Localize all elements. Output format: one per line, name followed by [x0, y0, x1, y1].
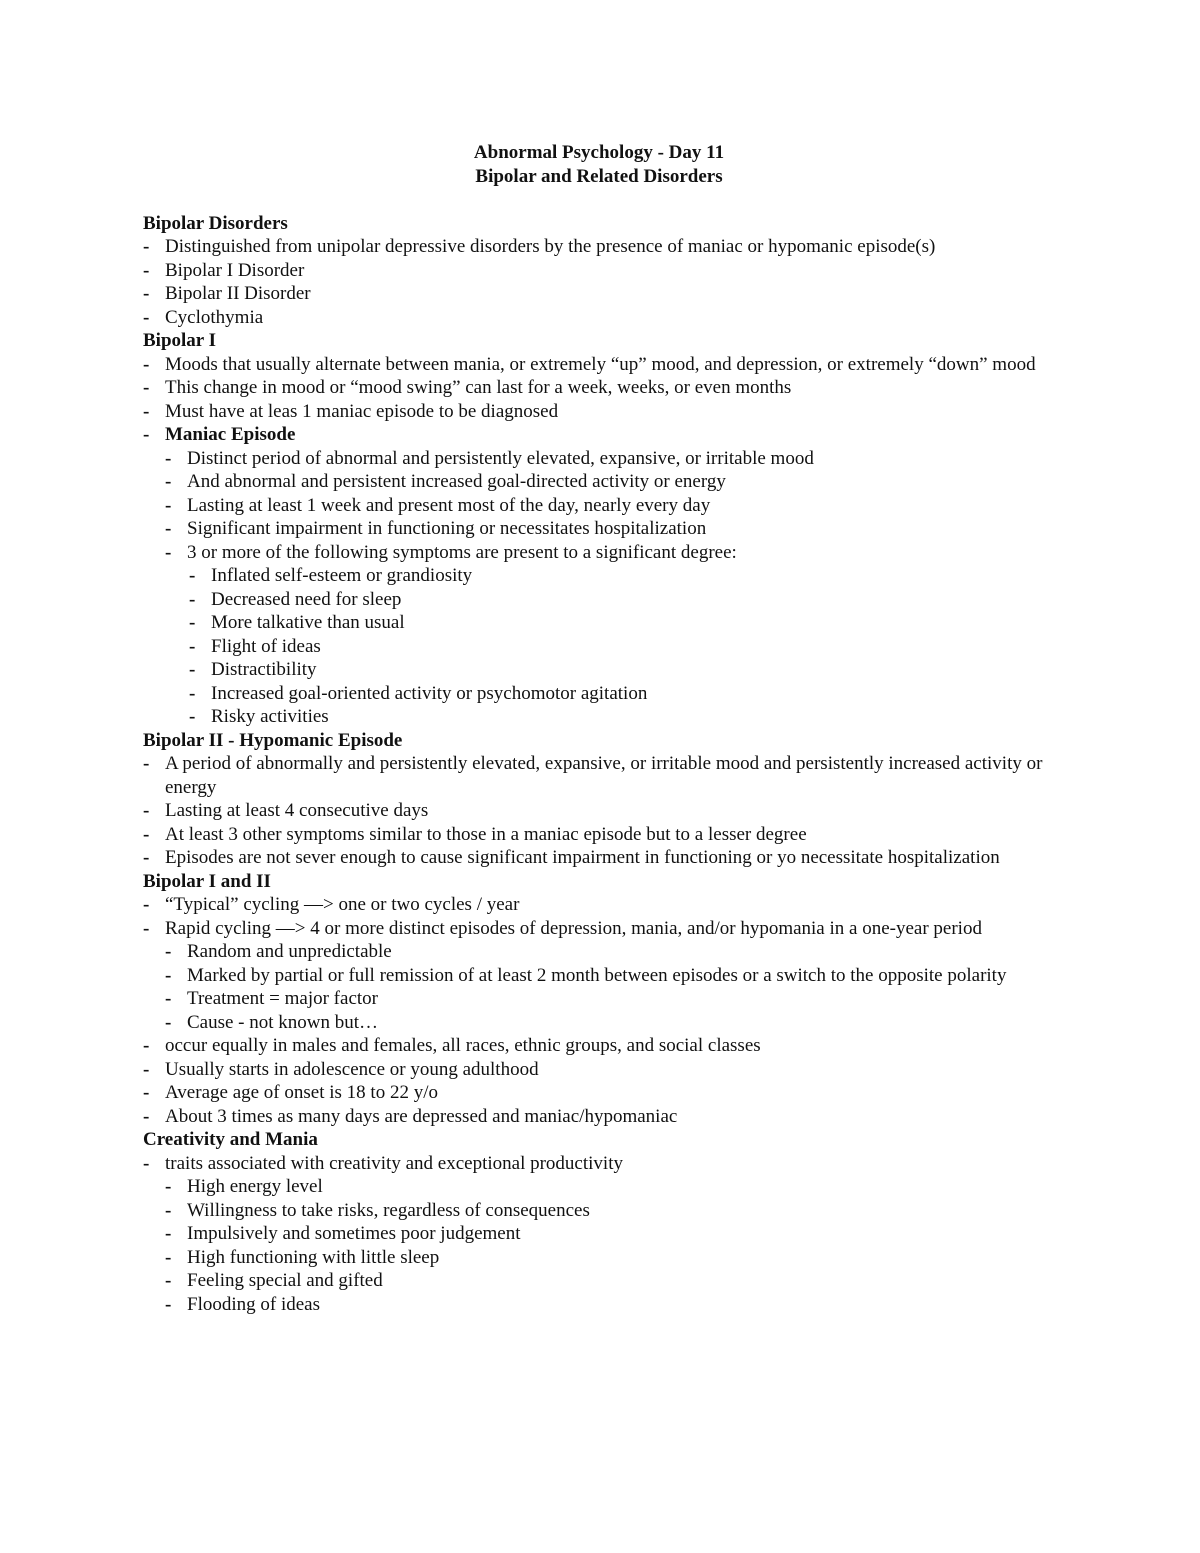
list-item: - Average age of onset is 18 to 22 y/o [143, 1081, 1063, 1105]
list-item: - High energy level [165, 1175, 1063, 1199]
list-item: - About 3 times as many days are depressed and maniac/hypomaniac [143, 1105, 1063, 1129]
list-item: - A period of abnormally and persistently elevated, expansive, or irritable mood and persistently increased activity or energy [143, 752, 1063, 799]
traits-list [143, 1175, 1063, 1316]
list-item: - More talkative than usual [189, 611, 1063, 635]
list-item: - This change in mood or “mood swing” can last for a week, weeks, or even months [143, 376, 1063, 400]
bipolar-ii-list [143, 752, 1063, 870]
list-item: - Lasting at least 4 consecutive days [143, 799, 1063, 823]
list-item: - Usually starts in adolescence or young adulthood [143, 1058, 1063, 1082]
list-item: - 3 or more of the following symptoms are present to a significant degree: [165, 541, 1063, 565]
list-item: - Significant impairment in functioning or necessitates hospitalization [165, 517, 1063, 541]
document-title [0, 141, 1200, 188]
list-item: - Cause - not known but… [165, 1011, 1063, 1035]
cycling-list [143, 893, 1063, 940]
list-item: - Lasting at least 1 week and present most of the day, nearly every day [165, 494, 1063, 518]
creativity-list [143, 1152, 1063, 1176]
list-item: - Random and unpredictable [165, 940, 1063, 964]
section-heading-bipolar-ii: Bipolar II - Hypomanic Episode [143, 729, 403, 751]
list-item: - Inflated self-esteem or grandiosity [189, 564, 1063, 588]
demographics-list [143, 1034, 1063, 1128]
list-item: - Increased goal-oriented activity or psychomotor agitation [189, 682, 1063, 706]
list-item: - And abnormal and persistent increased goal-directed activity or energy [165, 470, 1063, 494]
list-item: - At least 3 other symptoms similar to those in a maniac episode but to a lesser degree [143, 823, 1063, 847]
list-item: - Treatment = major factor [165, 987, 1063, 1011]
document-page [143, 141, 1063, 1316]
list-item: - Decreased need for sleep [189, 588, 1063, 612]
title-line-1: Abnormal Psychology - Day 11 [473, 142, 725, 163]
list-item: - Willingness to take risks, regardless of consequences [165, 1199, 1063, 1223]
title-line-2: Bipolar and Related Disorders [475, 165, 723, 187]
list-item: - Must have at leas 1 maniac episode to be diagnosed [143, 400, 1063, 424]
list-item: - Distinguished from unipolar depressive disorders by the presence of maniac or hypomanic episode(s) [143, 235, 1063, 259]
section-heading-bipolar-i: Bipolar I [143, 330, 217, 351]
list-item: - Flight of ideas [189, 635, 1063, 659]
list-item: - Distinct period of abnormal and persistently elevated, expansive, or irritable mood [165, 447, 1063, 471]
list-item: - Moods that usually alternate between mania, or extremely “up” mood, and depression, or extremely “down” mood [143, 353, 1063, 377]
list-item: - occur equally in males and females, all races, ethnic groups, and social classes [143, 1034, 1063, 1058]
list-item: - traits associated with creativity and exceptional productivity [143, 1152, 1063, 1176]
bipolar-i-list [143, 353, 1063, 447]
list-item: - Distractibility [189, 658, 1063, 682]
list-item: - Impulsively and sometimes poor judgement [165, 1222, 1063, 1246]
maniac-episode-list [143, 447, 1063, 565]
list-item: - Bipolar II Disorder [143, 282, 1063, 306]
rapid-cycling-list [143, 940, 1063, 1034]
section-heading-bipolar-disorders: Bipolar Disorders [143, 212, 288, 234]
list-item: - Flooding of ideas [165, 1293, 1063, 1317]
list-item: - Cyclothymia [143, 306, 1063, 330]
section-heading-bipolar-i-and-ii: Bipolar I and II [143, 870, 271, 892]
list-item: - Bipolar I Disorder [143, 259, 1063, 283]
bipolar-disorders-list [143, 235, 1063, 329]
list-item-maniac-episode: - Maniac Episode [143, 423, 1063, 447]
list-item: - Episodes are not sever enough to cause significant impairment in functioning or yo necessitate hospitalization [143, 846, 1063, 870]
blank-line [143, 188, 1063, 212]
symptoms-list [143, 564, 1063, 729]
list-item: - Rapid cycling —> 4 or more distinct episodes of depression, mania, and/or hypomania in a one-year period [143, 917, 1063, 941]
list-item: - “Typical” cycling —> one or two cycles / year [143, 893, 1063, 917]
list-item: - Risky activities [189, 705, 1063, 729]
list-item: - Marked by partial or full remission of at least 2 month between episodes or a switch to the opposite polarity [165, 964, 1063, 988]
section-heading-creativity-and-mania: Creativity and Mania [143, 1129, 318, 1150]
list-item: - High functioning with little sleep [165, 1246, 1063, 1270]
list-item: - Feeling special and gifted [165, 1269, 1063, 1293]
